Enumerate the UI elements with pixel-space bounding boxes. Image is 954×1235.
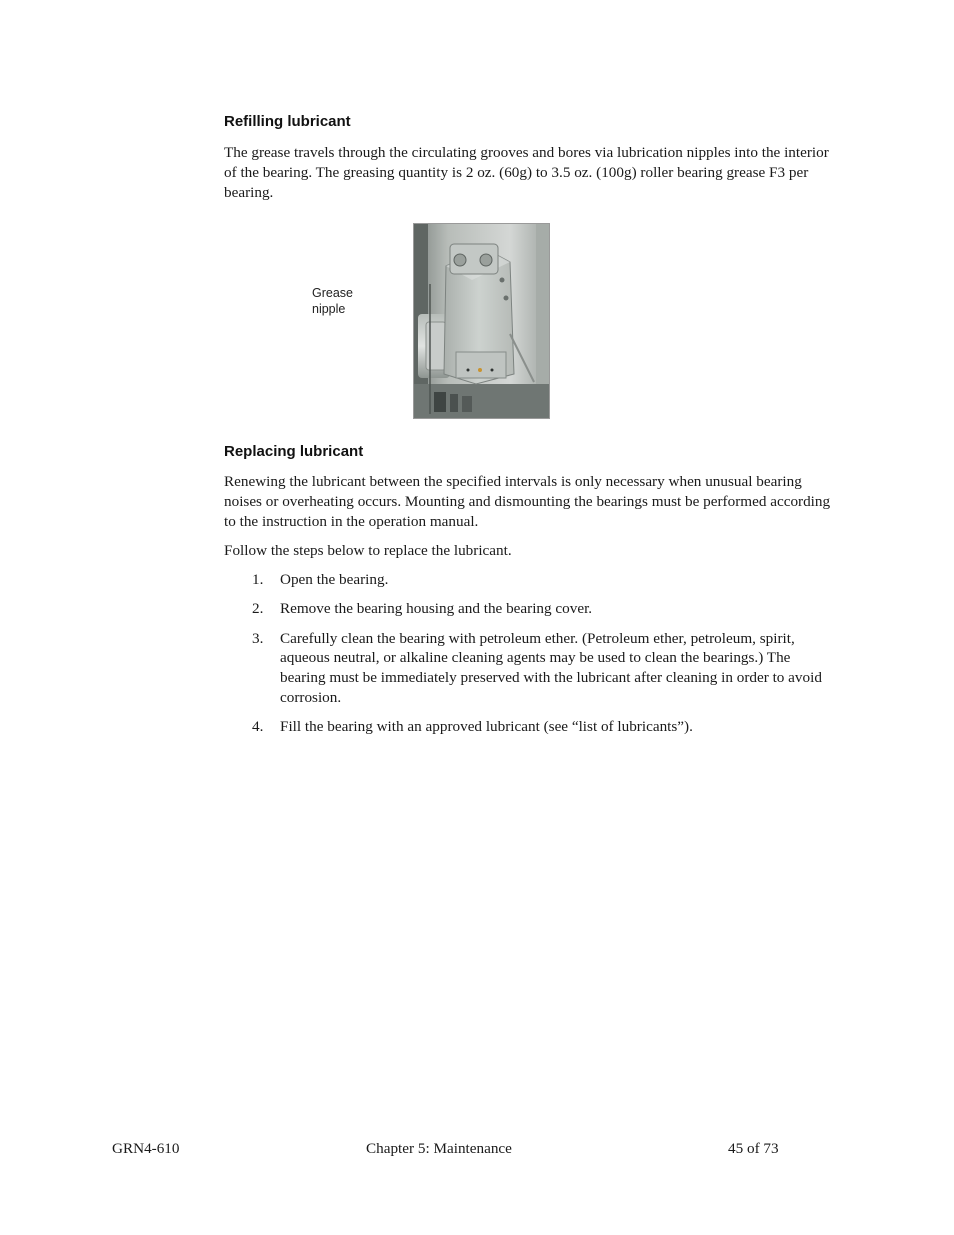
callout-line-2: nipple — [312, 302, 346, 316]
step-text: Remove the bearing housing and the bearing cover. — [280, 600, 593, 618]
step-text: Open the bearing. — [280, 571, 389, 588]
paragraph-refilling: The grease travels through the circulating grooves and bores via lubrication nipples into the interior of the bearing. The greasing quantity is 2 oz. (60g) to 3.5 oz. (100g) roller bearing grease F3 per bearing. — [224, 144, 829, 201]
footer-page-number: 45 of 73 — [728, 1140, 779, 1157]
list-item — [252, 717, 832, 737]
section-heading-replacing: Replacing lubricant — [224, 443, 364, 460]
section-heading-refilling: Refilling lubricant — [224, 113, 351, 130]
step-number: 3. — [252, 629, 264, 647]
step-number: 1. — [252, 571, 264, 588]
bearing-photo — [413, 223, 550, 419]
step-number: 4. — [252, 718, 264, 736]
paragraph-follow-steps: Follow the steps below to replace the lubricant. — [224, 542, 512, 559]
list-item — [252, 629, 832, 708]
paragraph-replacing-intro: Renewing the lubricant between the specified intervals is only necessary when unusual bearing noises or overheating occurs. Mounting and dismounting the bearings must be performed according to the instruction in the operation manual. — [224, 473, 831, 530]
grease-nipple-callout — [312, 285, 392, 317]
steps-list — [252, 570, 832, 747]
step-text: Fill the bearing with an approved lubricant (see “list of lubricants”). — [280, 718, 693, 736]
step-text: Carefully clean the bearing with petroleum ether. (Petroleum ether, petroleum, spirit, aqueous neutral, or alkaline cleaning agents may be used to clean the bearings.) The bearing must be immediately preserved with the lubricant after cleaning in order to avoid corrosion. — [280, 629, 822, 706]
footer-doc-id: GRN4-610 — [112, 1140, 180, 1157]
step-number: 2. — [252, 600, 264, 618]
callout-line-1: Grease — [312, 286, 353, 300]
footer-chapter: Chapter 5: Maintenance — [366, 1140, 512, 1157]
list-item — [252, 599, 832, 619]
list-item — [252, 570, 832, 590]
